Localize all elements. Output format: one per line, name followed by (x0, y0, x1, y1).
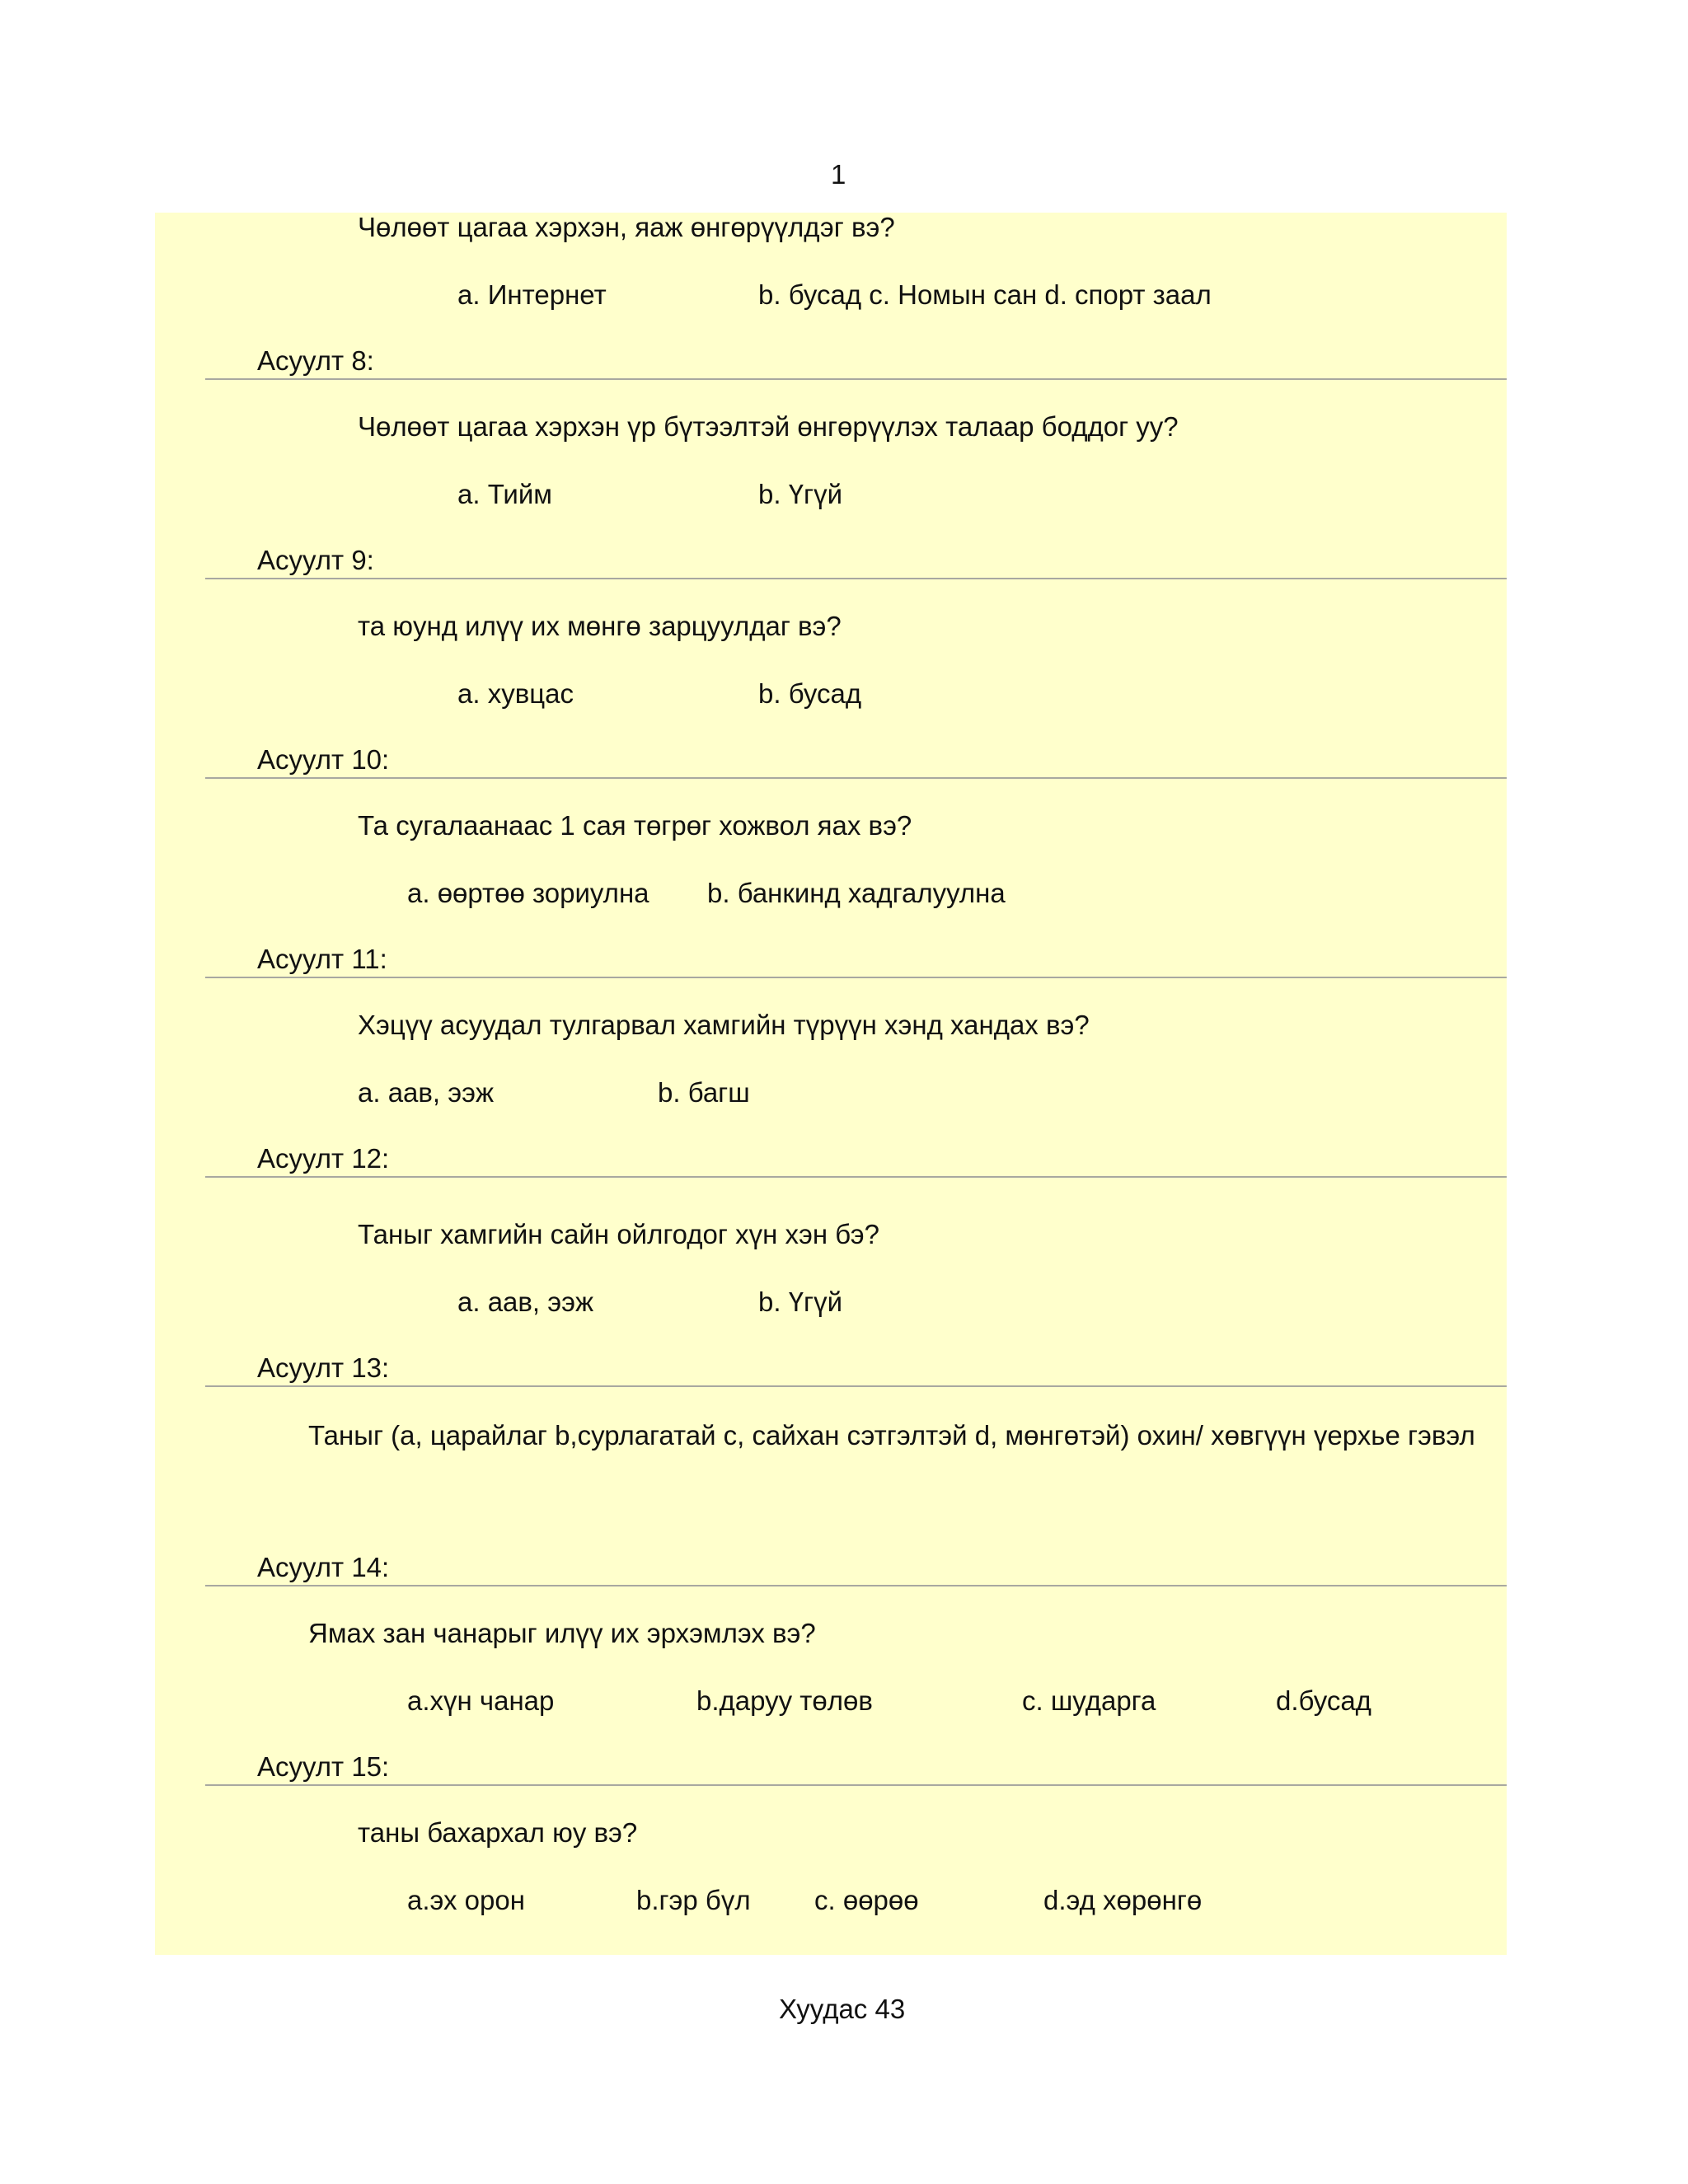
divider (205, 578, 1507, 579)
question-15-option-d: d.эд хөрөнгө (1043, 1885, 1203, 1915)
question-7-text: Чөлөөт цагаа хэрхэн, яаж өнгөрүүлдэг вэ? (358, 212, 895, 242)
question-10-label: Асуулт 10: (257, 744, 390, 775)
question-14-label: Асуулт 14: (257, 1552, 390, 1582)
question-11-label: Асуулт 11: (257, 944, 387, 974)
question-14-option-d: d.бусад (1276, 1685, 1372, 1716)
question-9-option-a: a. хувцас (457, 678, 574, 709)
question-14-text: Ямах зан чанарыг илүү их эрхэмлэх вэ? (308, 1618, 816, 1648)
question-15-text: таны бахархал юу вэ? (358, 1817, 638, 1848)
question-12-option-a: a. аав, ээж (457, 1286, 594, 1317)
page-number: 1 (831, 159, 846, 190)
question-12-option-b: b. Үгүй (758, 1286, 843, 1317)
divider (205, 777, 1507, 779)
question-9-option-b: b. бусад (758, 678, 862, 709)
question-14-option-b: b.даруу төлөв (696, 1685, 873, 1716)
question-8-text: Чөлөөт цагаа хэрхэн үр бүтээлтэй өнгөрүүлэх талаар боддог уу? (358, 411, 1179, 442)
divider (205, 1385, 1507, 1387)
question-9-label: Асуулт 9: (257, 545, 374, 575)
question-11-option-b: b. багш (658, 1077, 750, 1108)
question-12-label: Асуулт 12: (257, 1143, 390, 1174)
divider (205, 378, 1507, 380)
question-10-option-b: b. банкинд хадгалуулна (707, 878, 1006, 908)
question-8-option-a: a. Тийм (457, 479, 552, 509)
question-15-option-a: a.эх орон (407, 1885, 525, 1915)
question-13-label: Асуулт 13: (257, 1352, 390, 1383)
divider (205, 977, 1507, 978)
divider (205, 1176, 1507, 1178)
question-10-text: Та сугалаанаас 1 сая төгрөг хожвол яах вэ? (358, 810, 912, 841)
question-11-text: Хэцүү асуудал тулгарвал хамгийн түрүүн хэнд хандах вэ? (358, 1010, 1090, 1040)
question-15-option-b: b.гэр бүл (636, 1885, 751, 1915)
question-10-option-a: a. өөртөө зориулна (407, 878, 649, 908)
question-14-option-c: c. шударга (1022, 1685, 1156, 1716)
question-15-label: Асуулт 15: (257, 1751, 390, 1782)
question-7-option-a: a. Интернет (457, 279, 607, 310)
question-12-text: Таныг хамгийн сайн ойлгодог хүн хэн бэ? (358, 1219, 879, 1249)
question-15-option-c: c. өөрөө (814, 1885, 919, 1915)
question-8-option-b: b. Үгүй (758, 479, 843, 509)
question-14-option-a: a.хүн чанар (407, 1685, 555, 1716)
page-footer: Хуудас 43 (779, 1994, 906, 2024)
question-9-text: та юунд илүү их мөнгө зарцуулдаг вэ? (358, 611, 842, 641)
question-11-option-a: a. аав, ээж (358, 1077, 495, 1108)
divider (205, 1585, 1507, 1586)
question-7-option-bcd: b. бусад c. Номын сан d. спорт заал (758, 279, 1212, 310)
divider (205, 1784, 1507, 1786)
question-8-label: Асуулт 8: (257, 345, 374, 376)
question-13-text: Таныг (a, царайлаг b,сурлагатай c, сайхан сэтгэлтэй d, мөнгөтэй) охин/ хөвгүүн үерхье гэвэл (308, 1420, 1475, 1451)
